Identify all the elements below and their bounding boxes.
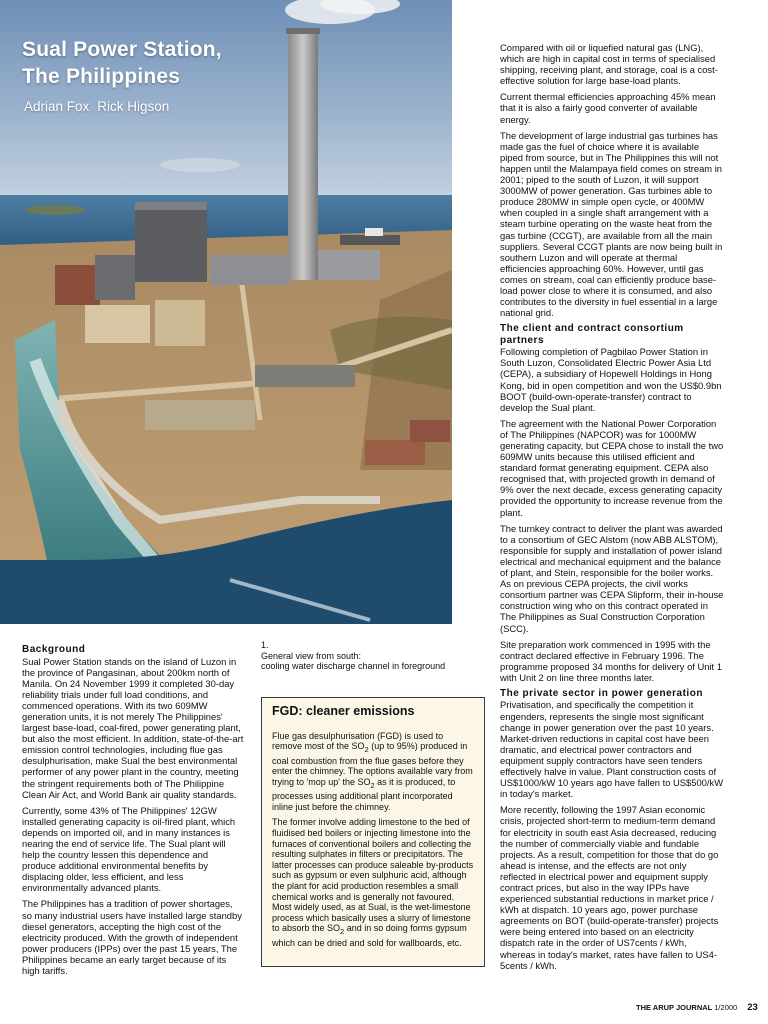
- power-station-aerial-illustration: [0, 0, 452, 624]
- caption-number: 1.: [261, 640, 269, 650]
- paragraph: The former involve adding limestone to the bed of fluidised bed boilers or injecting limestone into the furnaces of conventional boilers and collecting the resulting sulphates in filters or precipitators. The latter processes can produce saleable by-products such as gypsum or even sulphuric acid, although the plant for acid production resembles a small chemical works and is generally not favoured. Most widely used, as at Sual, is the wet-limestone process which basically uses a slurry of limestone to absorb the $SO_2$ and in so doing forms gypsum which can be dried and sold for wallboards, etc.: [272, 817, 474, 948]
- author-name: Rick Higson: [97, 99, 170, 114]
- journal-issue: 1/2000: [714, 1003, 738, 1012]
- article-authors: [24, 99, 169, 114]
- author-name: Adrian Fox: [24, 99, 90, 114]
- journal-name: THE ARUP JOURNAL: [636, 1003, 713, 1012]
- fgd-sidebar-box: [261, 697, 485, 967]
- paragraph: Following completion of Pagbilao Power Station in South Luzon, Consolidated Electric Power Asia Ltd (CEPA), a subsidiary of Hopewell Holdings in Hong Kong, bid in open competition and won the US$0.9bn BOOT (build-own-operate-transfer) contract to develop the Sual plant.: [500, 346, 722, 413]
- section-heading-private-sector: The private sector in power generation: [500, 687, 703, 699]
- paragraph: Site preparation work commenced in 1995 with the contract declared effective in February 1996. The programme proposed 34 months for delivery of Unit 1 with Unit 2 on line three months later.: [500, 638, 722, 683]
- paragraph: The Philippines has a tradition of power shortages, so many industrial users have installed large standby diesel generators, accepting the high cost of the electricity produced. With the growth of independent power producers (IPPs) over the past 15 years, The Philippines became an early target because of its high tariffs.: [22, 898, 242, 977]
- paragraph: The turnkey contract to deliver the plant was awarded to a consortium of GEC Alstom (now ABB ALSTOM), responsible for supply and installation of power island electrical and mechanical equipment and the balance of plant, and Stein, responsible for the boiler works. As on previous CEPA projects, the civil works consortium partner was CEPA Slipform, their in-house construction wing who on this contract operated in The Philippines as Sual Construction Corporation (SCC).: [500, 522, 724, 634]
- page-number: 23: [747, 1002, 758, 1013]
- paragraph: Compared with oil or liquefied natural gas (LNG), which are high in capital cost in terms of specialised shipping, receiving plant, and storage, coal is a cost-effective solution for large base-load plants.: [500, 42, 718, 87]
- paragraph: The agreement with the National Power Corporation of The Philippines (NAPCOR) was for 1000MW generating capacity, but CEPA chose to install the two 609MW units because this utilised efficient and standard format generating equipment. CEPA also recognised that, with projected growth in demand of 9% over the next decade, excess generating capacity provided the opportunity to increase revenue from the plant.: [500, 417, 724, 518]
- paragraph: Privatisation, and specifically the competition it engenders, represents the single most significant change in power generation over the past 10 years. Market-driven reductions in capital cost have been dramatic, and electrical power contractors and equipment supply contractors have seen tenders effectively halve in value. Plant construction costs of US$1000/kW 10 years ago have fallen to US$500/kW in today's market.: [500, 699, 724, 800]
- paragraph: Sual Power Station stands on the island of Luzon in the province of Pangasinan, about 200km north of Manila. On 24 November 1999 it completed 30-day reliability trials under full load conditions, and commenced operations. With its two 609MW generation units, it is not merely The Philippines' largest base-load, coal-fired, power generating plant, but also the most efficient. In addition, state-of-the-art emission control technologies, including flue gas desulphurisation, make Sual the best environmental performer of any power plant in the country, meeting the stringent requirements both of The Philippine Clean Air Act, and World Bank air quality standards.: [22, 655, 244, 800]
- paragraph: More recently, following the 1997 Asian economic crisis, projected short-term to medium-term demand for electricity in south east Asia decreased, reducing the number of commercially viable and fundable projects. As a result, competition for those that do go ahead is intense, and the effects are not only reflected in electrical power and equipment supply contract prices, but also in the way IPPs have experienced substantial reductions in market price / kWh at dispatch. 10 years ago, power purchase agreements on BOT (build-operate-transfer) projects were being entered into based on an electricity dispatch rate in the order of US7cents / kWh, whereas in today's market, rates have fallen to US4-5cents / kWh.: [500, 804, 719, 971]
- caption-line: cooling water discharge channel in foreground: [261, 661, 446, 671]
- paragraph: The development of large industrial gas turbines has made gas the fuel of choice where it is available piped from source, but in The Philippines this will not happen until the Malampaya field comes on stream in 2001; piped to the south of Luzon, it will support 3000MW of power generation. Gas turbines able to produce 280MW in simple open cycle, or 400MW when coupled in a single shaft arrangement with a steam turbine operating on the waste heat from the gas turbine (CCGT), are available from all the main suppliers. Several CCGT plants are now being built in southern Luzon and will operate at thermal efficiencies approaching 60%. However, until gas comes on stream, coal can efficiently produce base-load power close to where it is consumed, and also contributes to the diversity in fuel essential in a large national grid.: [500, 129, 723, 319]
- section-heading-client: The client and contract consortium partners: [500, 323, 684, 346]
- paragraph: Current thermal efficiencies approaching 45% mean that it is also a fairly good converter of available energy.: [500, 91, 716, 125]
- paragraph: Currently, some 43% of The Philippines' 12GW installed generating capacity is oil-fired plant, which depends on imported oil, and in many instances is nearing the end of service life. The Sual plant will help the country lessen this dependence and produce additional environmental benefits by displacing older, less efficient, and less environmentally advanced plants.: [22, 804, 236, 894]
- page-footer: [636, 1002, 758, 1013]
- left-column: [22, 644, 244, 981]
- article-title: Sual Power Station, The Philippines: [22, 38, 222, 88]
- figure-caption: [261, 640, 451, 672]
- caption-line: General view from south:: [261, 650, 362, 661]
- hero-photo: [0, 0, 452, 624]
- paragraph: Flue gas desulphurisation (FGD) is used to remove most of the $SO_2$ (up to 95%) produced in coal combustion from the flue gases before they enter the chimney. The options available vary from trying to 'mop up' the $SO_2$ as it is produced, to processes using additional plant incorporated inline just before the chimney.: [272, 730, 473, 812]
- sidebar-title: FGD: cleaner emissions: [272, 704, 415, 718]
- right-column: [500, 42, 724, 976]
- section-heading-background: Background: [22, 644, 86, 655]
